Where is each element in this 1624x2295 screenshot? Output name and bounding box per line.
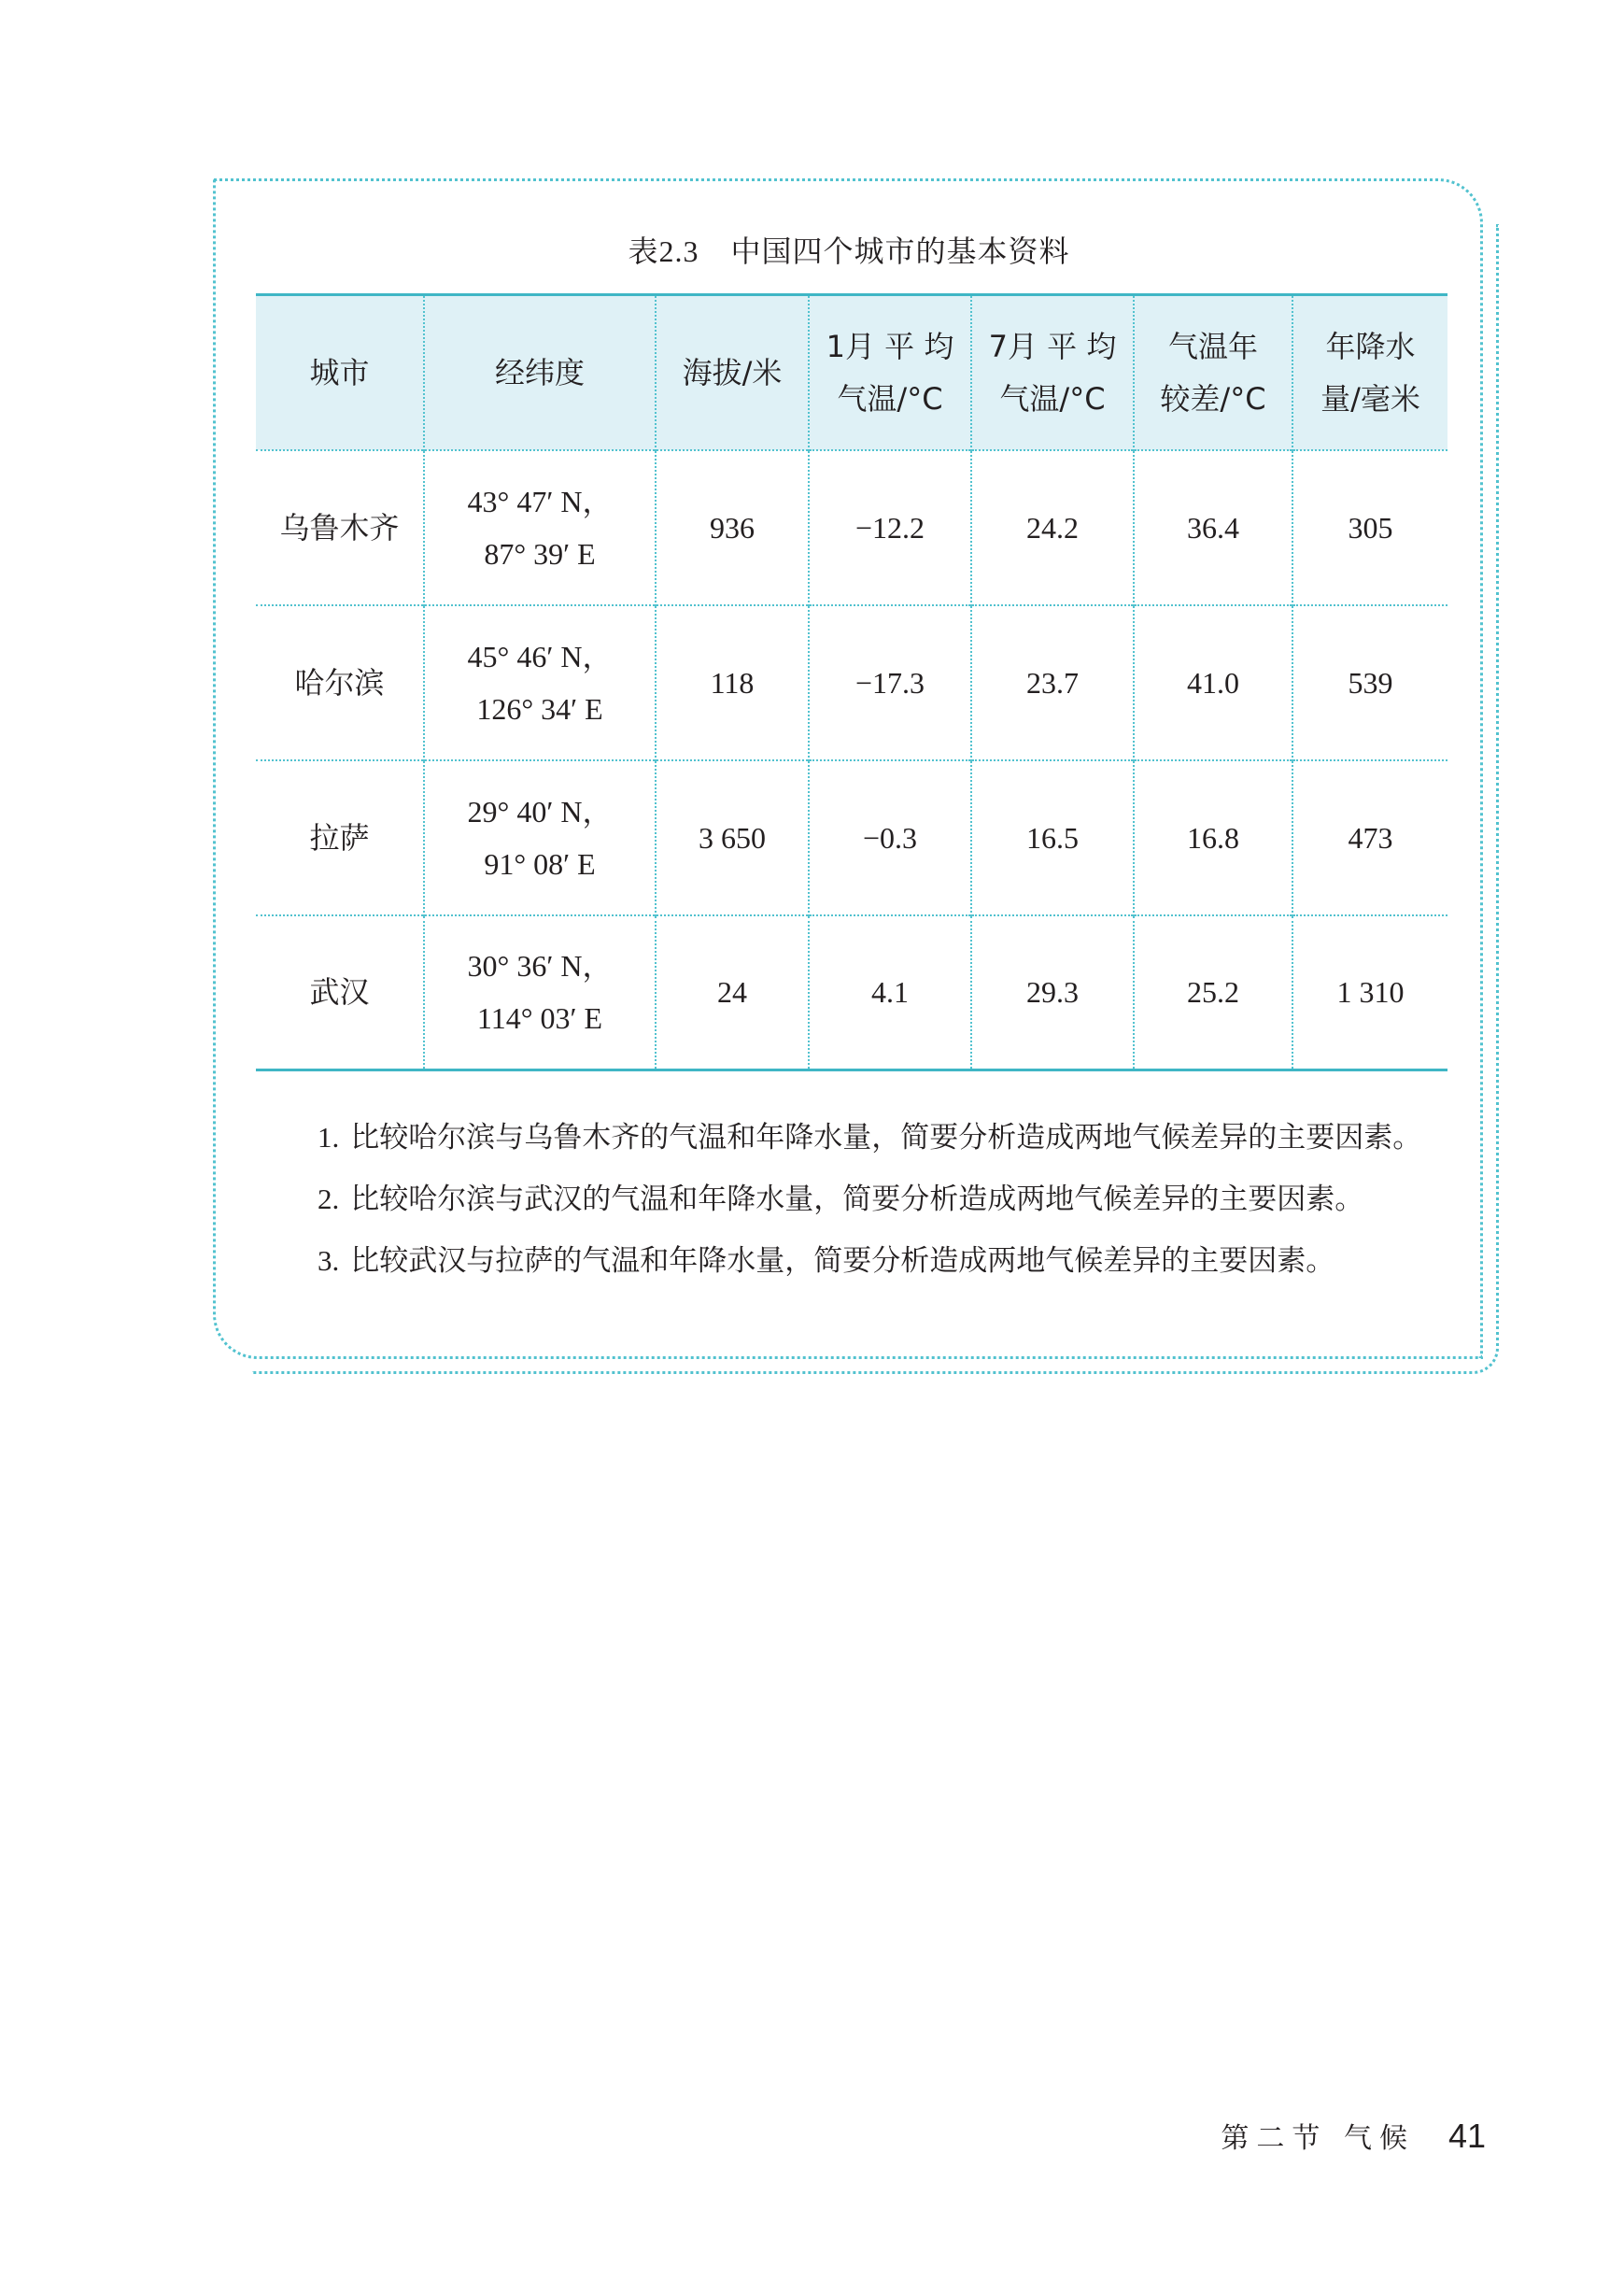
- city-data-table: [256, 293, 1447, 1071]
- cell-jan-temp: −12.2: [809, 450, 971, 605]
- table-caption: [256, 228, 1442, 275]
- cell-jan-temp: −17.3: [809, 605, 971, 760]
- question-text: 比较武汉与拉萨的气温和年降水量，简要分析造成两地气候差异的主要因素。: [350, 1244, 1335, 1278]
- question-item: [318, 1169, 1457, 1230]
- table-caption-title: 中国四个城市的基本资料: [730, 234, 1070, 269]
- header-precipitation: 年降水 量/毫米: [1292, 295, 1447, 450]
- cell-jan-temp: −0.3: [809, 760, 971, 915]
- cell-city: 哈尔滨: [294, 664, 385, 701]
- cell-altitude: 24: [656, 915, 809, 1070]
- question-item: [318, 1230, 1457, 1292]
- cell-altitude: 3 650: [656, 760, 809, 915]
- cell-precipitation: 473: [1292, 760, 1447, 915]
- cell-city: 乌鲁木齐: [279, 509, 400, 545]
- question-number: 1.: [318, 1121, 340, 1154]
- question-number: 3.: [318, 1244, 340, 1277]
- table-caption-number: 表2.3: [628, 234, 699, 268]
- cell-annual-range: 25.2: [1134, 915, 1292, 1070]
- cell-precipitation: 305: [1292, 450, 1447, 605]
- page-number: 41: [1447, 2117, 1486, 2155]
- cell-latlon: 30° 36′ N， 114° 03′ E: [424, 915, 656, 1070]
- cell-altitude: 936: [656, 450, 809, 605]
- cell-jan-temp: 4.1: [809, 915, 971, 1070]
- header-latlon: 经纬度: [424, 295, 656, 450]
- question-item: [318, 1107, 1457, 1169]
- question-text: 比较哈尔滨与乌鲁木齐的气温和年降水量，简要分析造成两地气候差异的主要因素。: [350, 1121, 1422, 1155]
- header-annual-range: 气温年 较差/°C: [1134, 295, 1292, 450]
- cell-annual-range: 36.4: [1134, 450, 1292, 605]
- table-header-row: [256, 295, 1447, 450]
- cell-precipitation: 539: [1292, 605, 1447, 760]
- cell-jul-temp: 23.7: [971, 605, 1134, 760]
- cell-latlon: 45° 46′ N， 126° 34′ E: [424, 605, 656, 760]
- header-city: 城市: [309, 354, 370, 390]
- question-text: 比较哈尔滨与武汉的气温和年降水量，简要分析造成两地气候差异的主要因素。: [350, 1183, 1364, 1216]
- table-row: [256, 450, 1447, 605]
- cell-jul-temp: 29.3: [971, 915, 1134, 1070]
- header-jan-temp: 1月 平 均 气温/°C: [809, 295, 971, 450]
- cell-latlon: 29° 40′ N， 91° 08′ E: [424, 760, 656, 915]
- table-row: [256, 915, 1447, 1070]
- cell-altitude: 118: [656, 605, 809, 760]
- cell-jul-temp: 16.5: [971, 760, 1134, 915]
- table-row: [256, 760, 1447, 915]
- cell-annual-range: 41.0: [1134, 605, 1292, 760]
- question-number: 2.: [318, 1183, 340, 1215]
- header-altitude: 海拔/米: [656, 295, 809, 450]
- cell-precipitation: 1 310: [1292, 915, 1447, 1070]
- cell-city: 拉萨: [309, 819, 370, 856]
- cell-annual-range: 16.8: [1134, 760, 1292, 915]
- header-jul-temp: 7月 平 均 气温/°C: [971, 295, 1134, 450]
- table-row: [256, 605, 1447, 760]
- question-list: [318, 1107, 1457, 1292]
- cell-city: 武汉: [309, 974, 370, 1011]
- cell-jul-temp: 24.2: [971, 450, 1134, 605]
- section-title: 第二节 气候: [1221, 2122, 1415, 2155]
- page-footer: [1221, 2113, 1486, 2162]
- cell-latlon: 43° 47′ N， 87° 39′ E: [424, 450, 656, 605]
